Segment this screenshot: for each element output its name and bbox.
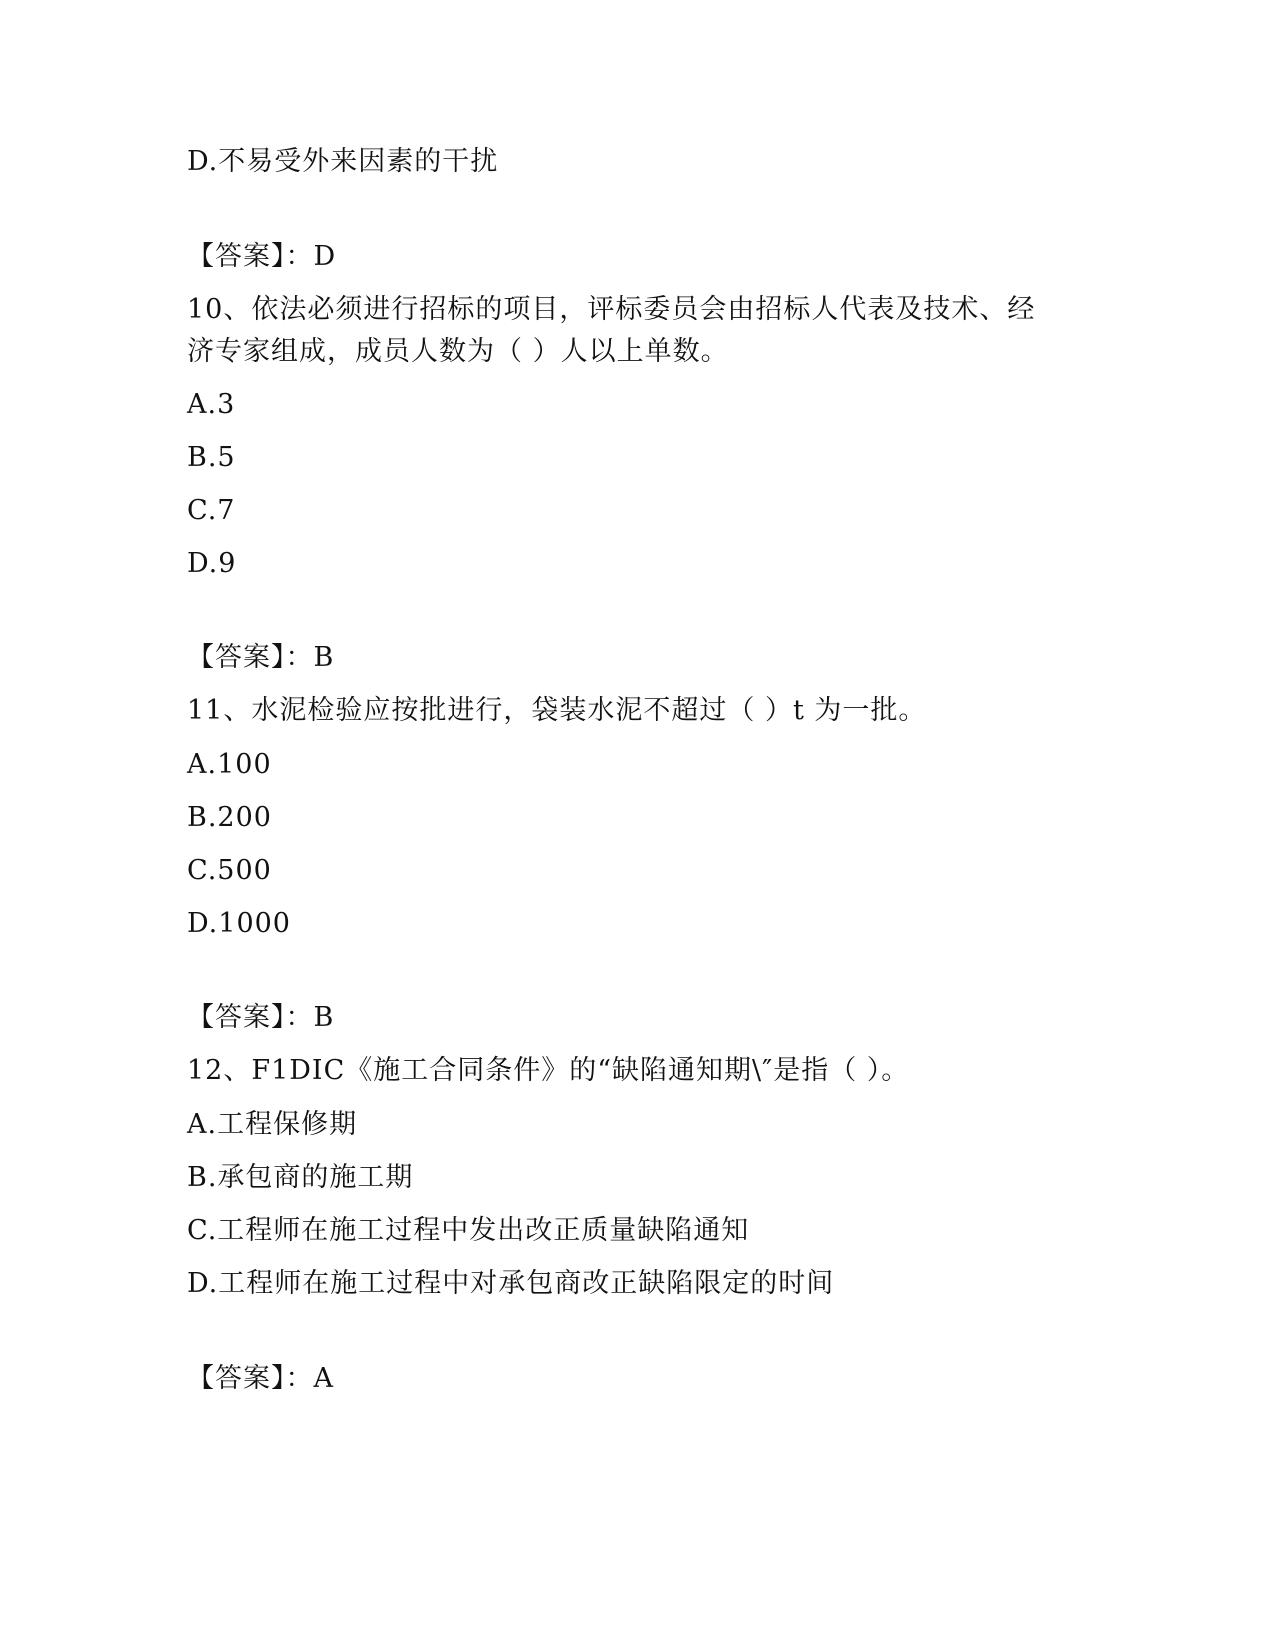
q12-option-d: D.工程师在施工过程中对承包商改正缺陷限定的时间 xyxy=(187,1268,835,1299)
q12-option-b: B.承包商的施工期 xyxy=(187,1162,414,1193)
q10-option-b: B.5 xyxy=(187,442,236,473)
q11-stem: 11、水泥检验应按批进行，袋装水泥不超过（ ）t 为一批。 xyxy=(187,695,927,726)
q10-option-c: C.7 xyxy=(187,495,236,526)
q12-stem: 12、F1DIC《施工合同条件》的“缺陷通知期\″是指（ ）。 xyxy=(187,1055,910,1086)
prev-option-d: D.不易受外来因素的干扰 xyxy=(187,146,499,177)
q11-option-d: D.1000 xyxy=(187,908,291,939)
q11-option-b: B.200 xyxy=(187,802,272,833)
q10-option-d: D.9 xyxy=(187,548,237,579)
q10-option-a: A.3 xyxy=(187,389,236,420)
q10-stem-line2: 济专家组成，成员人数为（ ）人以上单数。 xyxy=(187,336,729,367)
q12-option-c: C.工程师在施工过程中发出改正质量缺陷通知 xyxy=(187,1215,750,1246)
q11-option-c: C.500 xyxy=(187,855,272,886)
q10-stem-line1: 10、依法必须进行招标的项目，评标委员会由招标人代表及技术、经 xyxy=(187,294,1036,325)
prev-answer: 【答案】：D xyxy=(187,241,337,272)
q11-answer: 【答案】：B xyxy=(187,1002,335,1033)
q11-option-a: A.100 xyxy=(187,749,272,780)
q10-answer: 【答案】：B xyxy=(187,642,335,673)
q12-option-a: A.工程保修期 xyxy=(187,1109,358,1140)
q12-answer: 【答案】：A xyxy=(187,1363,334,1394)
